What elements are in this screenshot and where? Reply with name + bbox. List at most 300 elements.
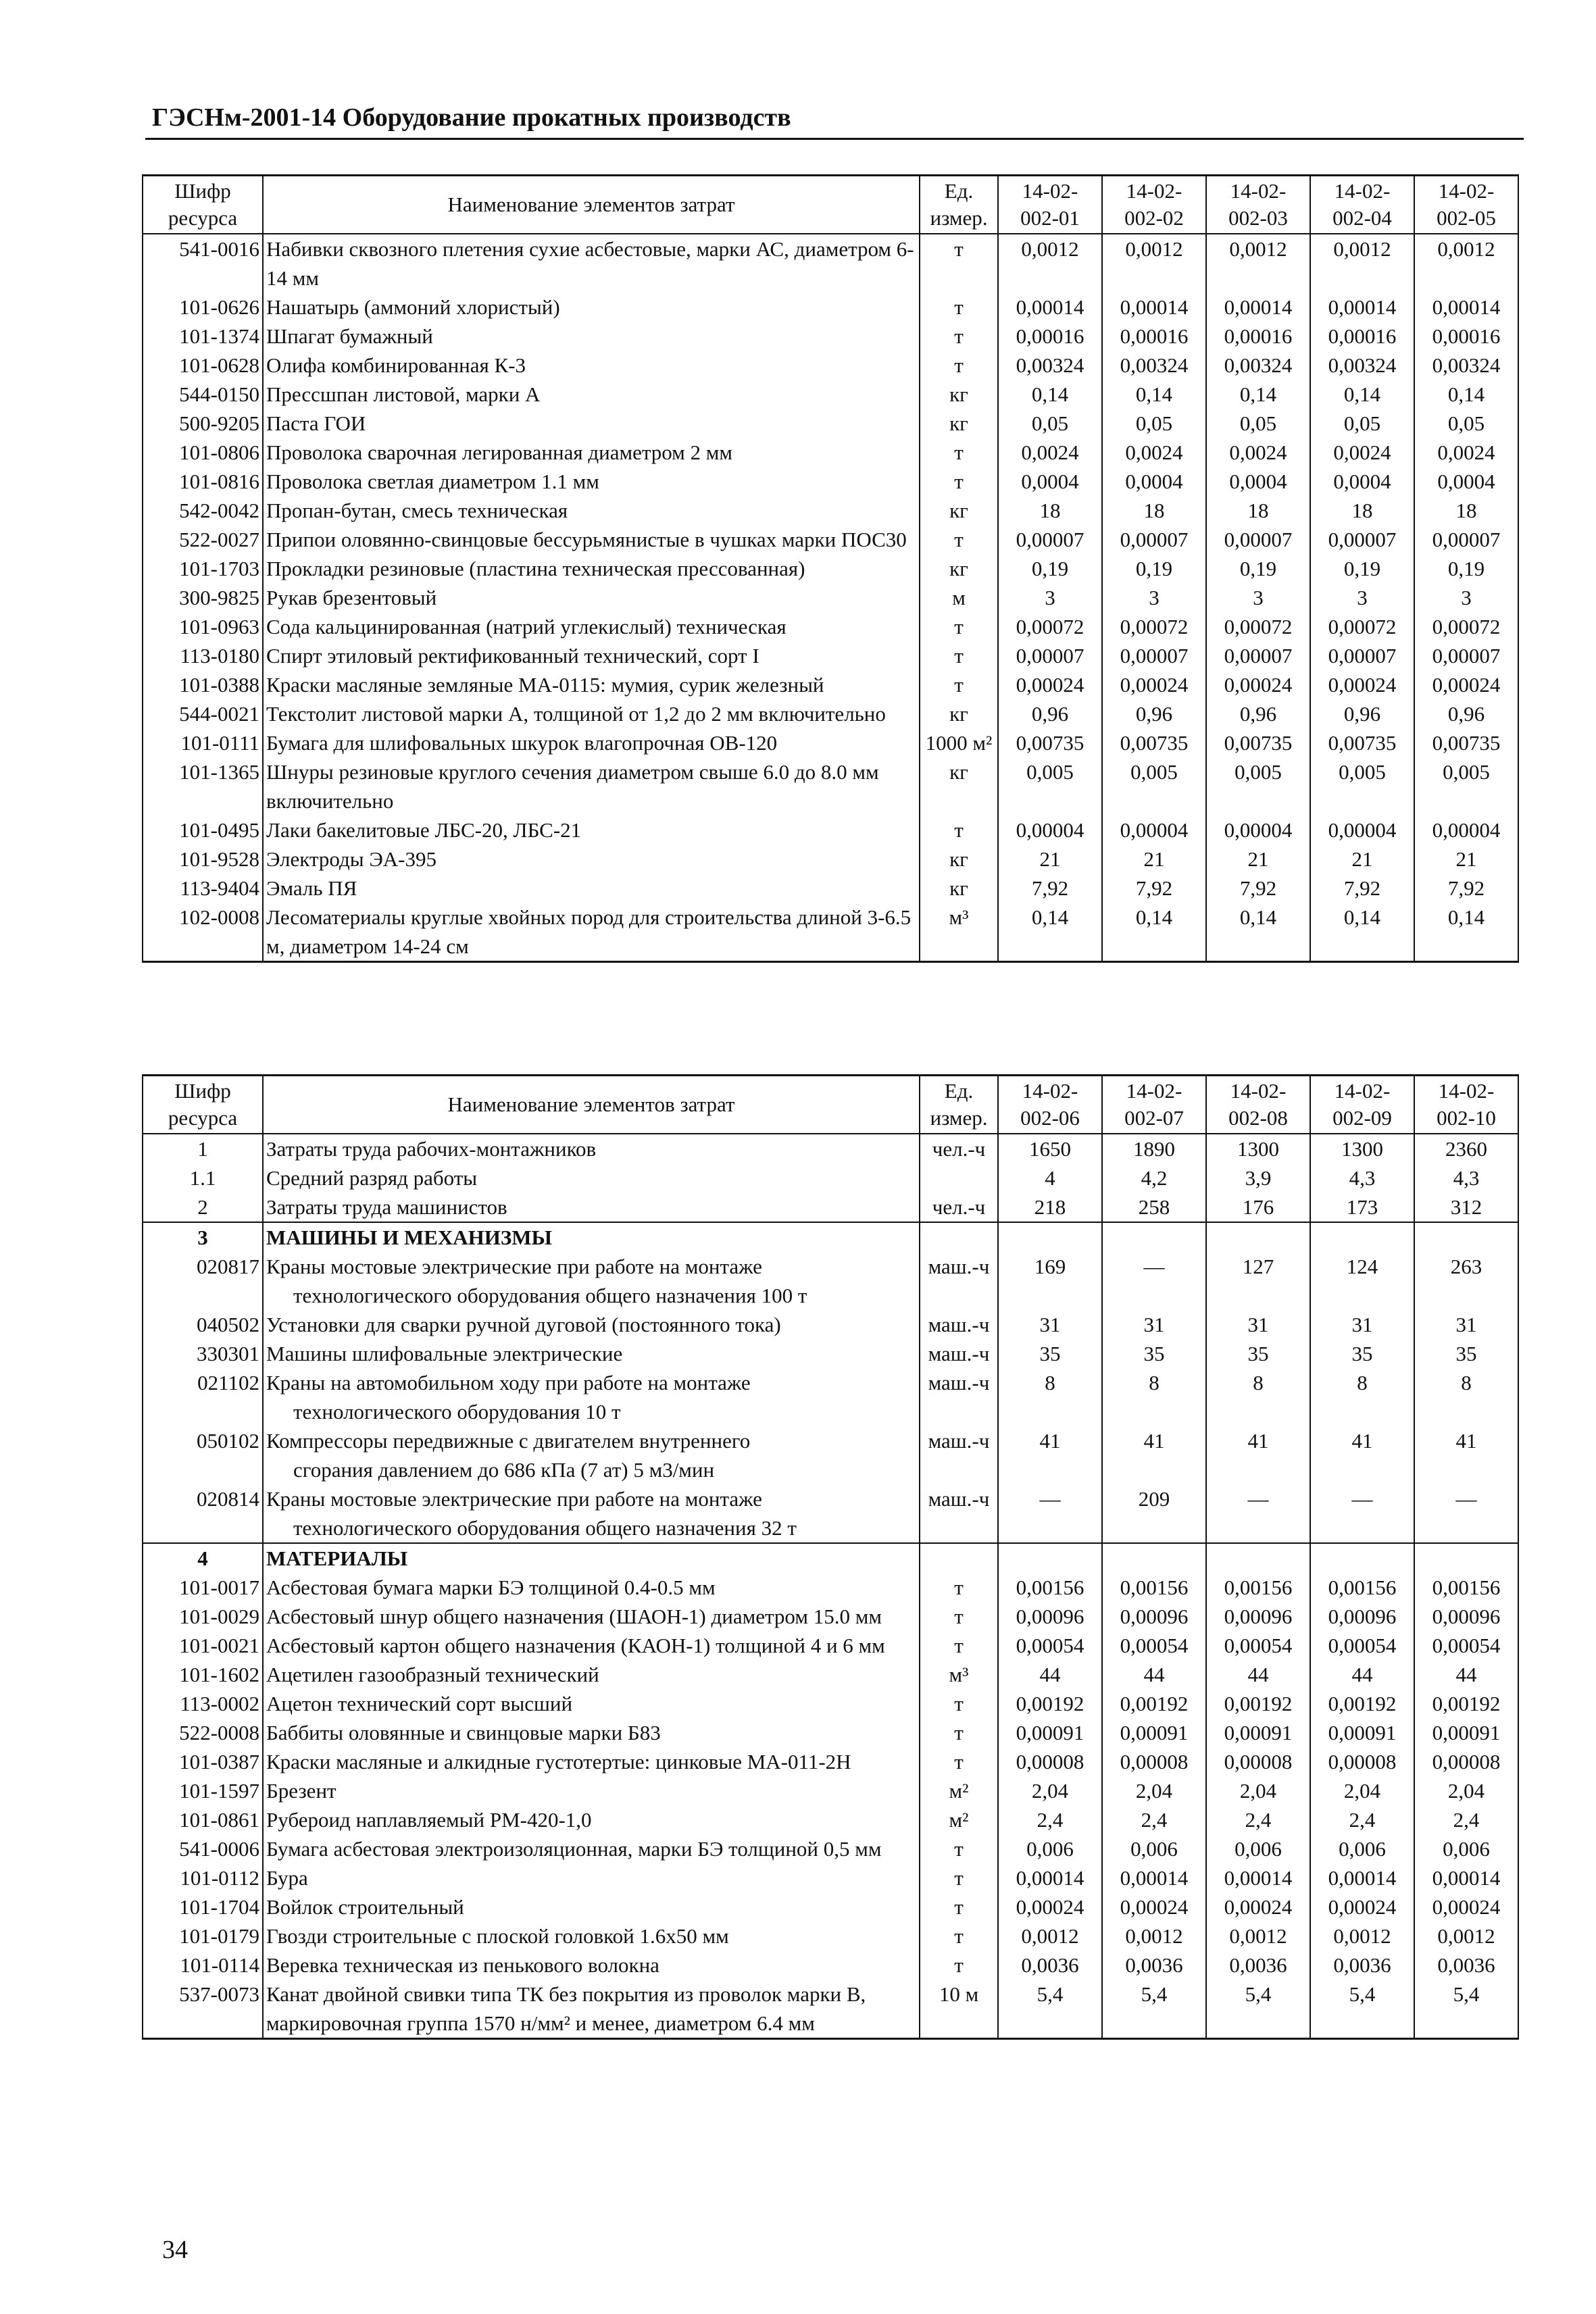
norm-value: 0,00054 (1206, 1631, 1310, 1660)
norm-value: 21 (1310, 845, 1414, 874)
norm-column-header: 14-02- 002-05 (1414, 176, 1518, 234)
section-row (143, 1543, 1518, 1573)
norm-value: 41 (1206, 1426, 1310, 1484)
norm-value: 0,0004 (1206, 467, 1310, 496)
resource-name (263, 467, 920, 496)
norm-value: 0,00008 (998, 1747, 1102, 1776)
norm-value: 0,0012 (1414, 234, 1518, 293)
norm-value: 0,00014 (1206, 293, 1310, 322)
table-row (143, 1834, 1518, 1863)
norm-value: 5,4 (1206, 1980, 1310, 2039)
norm-column-header: 14-02- 002-01 (998, 176, 1102, 234)
table-row (143, 641, 1518, 670)
table-body (143, 234, 1518, 962)
resource-code: 050102 (143, 1426, 263, 1484)
resource-name (263, 1863, 920, 1892)
section-row (143, 1222, 1518, 1252)
resource-name-text: МАТЕРИАЛЫ (266, 1546, 408, 1570)
norm-value: 0,0036 (998, 1951, 1102, 1980)
norm-value: 0,00024 (1310, 1892, 1414, 1921)
unit-of-measure: маш.-ч (920, 1426, 998, 1484)
norm-value: 0,0012 (1414, 1921, 1518, 1951)
unit-of-measure: 1000 м² (920, 728, 998, 757)
table-row (143, 1134, 1518, 1163)
resource-name (263, 1602, 920, 1631)
resource-code: 541-0016 (143, 234, 263, 293)
unit-of-measure: т (920, 641, 998, 670)
norm-value (1102, 1222, 1206, 1252)
resource-name-text: Средний разряд работы (266, 1166, 478, 1190)
resource-code: 101-0861 (143, 1805, 263, 1834)
unit-column-header: Ед. измер. (920, 1076, 998, 1134)
resource-name-text: Гвозди строительные с плоской головкой 1.6х50 мм (266, 1924, 729, 1948)
norm-value: 0,00007 (998, 641, 1102, 670)
norm-value: 0,00192 (1206, 1689, 1310, 1718)
norm-value: 0,0024 (1414, 438, 1518, 467)
resource-code: 101-0111 (143, 728, 263, 757)
resource-name-text: Пропан-бутан, смесь техническая (266, 499, 568, 522)
norm-value: 3 (1414, 583, 1518, 612)
resource-name (263, 322, 920, 351)
resource-name-text: Эмаль ПЯ (266, 876, 357, 900)
norm-value: 7,92 (1414, 874, 1518, 903)
resource-name (263, 1805, 920, 1834)
unit-of-measure: кг (920, 874, 998, 903)
norm-value: 44 (1310, 1660, 1414, 1689)
norm-value: 0,14 (1414, 380, 1518, 409)
table-body (143, 1134, 1518, 2039)
norm-value: 0,00735 (1102, 728, 1206, 757)
resource-name-text: Лаки бакелитовые ЛБС-20, ЛБС-21 (266, 818, 582, 842)
norm-value: 0,00072 (998, 612, 1102, 641)
norm-value: 263 (1414, 1252, 1518, 1310)
norm-value: 18 (1206, 496, 1310, 525)
resource-code: 101-1374 (143, 322, 263, 351)
norm-column-header: 14-02- 002-06 (998, 1076, 1102, 1134)
table-row (143, 525, 1518, 554)
resource-code: 101-1597 (143, 1776, 263, 1805)
norm-value: 44 (998, 1660, 1102, 1689)
norm-value: 0,00016 (1206, 322, 1310, 351)
resource-name-text: Нашатырь (аммоний хлористый) (266, 295, 560, 319)
norm-value: 0,0036 (1102, 1951, 1206, 1980)
norm-value: 0,05 (1206, 409, 1310, 438)
resource-name (263, 874, 920, 903)
resource-name (263, 1747, 920, 1776)
resource-code: 300-9825 (143, 583, 263, 612)
norm-value: 0,0004 (998, 467, 1102, 496)
norm-value: 0,00008 (1310, 1747, 1414, 1776)
norm-value: 0,0012 (1310, 234, 1414, 293)
resource-code: 101-0179 (143, 1921, 263, 1951)
norm-value: 0,00024 (1206, 670, 1310, 699)
norm-value: 0,00156 (1310, 1573, 1414, 1602)
resource-code: 101-0495 (143, 815, 263, 845)
resource-name (263, 1252, 920, 1310)
norm-value: 3 (1310, 583, 1414, 612)
resource-name-text: МАШИНЫ И МЕХАНИЗМЫ (266, 1226, 552, 1249)
unit-column-header: Ед. измер. (920, 176, 998, 234)
norm-value: 0,00324 (1102, 351, 1206, 380)
resource-name-text: Установки для сварки ручной дуговой (постоянного тока) (266, 1313, 781, 1336)
norm-value: 8 (1206, 1368, 1310, 1426)
resource-name (263, 1951, 920, 1980)
norm-value: 209 (1102, 1484, 1206, 1543)
table-row (143, 1602, 1518, 1631)
table-row (143, 380, 1518, 409)
norm-value: 0,00156 (1414, 1573, 1518, 1602)
norm-value: 44 (1414, 1660, 1518, 1689)
table-row (143, 874, 1518, 903)
norm-value (1310, 1543, 1414, 1573)
resource-code: 101-0626 (143, 293, 263, 322)
resource-code: 101-0388 (143, 670, 263, 699)
resource-code: 020817 (143, 1252, 263, 1310)
norm-value: 3 (998, 583, 1102, 612)
norm-value: 0,00735 (998, 728, 1102, 757)
norm-value: 0,00091 (1310, 1718, 1414, 1747)
resource-name (263, 1368, 920, 1426)
resource-name-text: Брезент (266, 1779, 336, 1803)
table-row (143, 1163, 1518, 1192)
resource-code: 040502 (143, 1310, 263, 1339)
norm-value: 0,00007 (1414, 525, 1518, 554)
unit-of-measure: т (920, 1747, 998, 1776)
resource-name-text: Проволока сварочная легированная диаметром 2 мм (266, 441, 733, 464)
norm-value: 31 (1414, 1310, 1518, 1339)
table-row (143, 554, 1518, 583)
resource-name-text: Олифа комбинированная К-3 (266, 353, 526, 377)
norm-value: 2,04 (998, 1776, 1102, 1805)
unit-of-measure: маш.-ч (920, 1368, 998, 1426)
norm-value: 35 (1102, 1339, 1206, 1368)
norm-value: 7,92 (998, 874, 1102, 903)
resource-name (263, 699, 920, 728)
norm-value: 35 (1414, 1339, 1518, 1368)
resource-name (263, 1192, 920, 1222)
resource-name (263, 1163, 920, 1192)
norm-value: 0,00156 (998, 1573, 1102, 1602)
resource-name (263, 554, 920, 583)
resource-name-text: Ацетон технический сорт высший (266, 1692, 573, 1715)
norm-value: 0,14 (1414, 903, 1518, 962)
norm-value: 0,00016 (1102, 322, 1206, 351)
resource-code: 4 (143, 1543, 263, 1573)
resource-name-text: Асбестовая бумага марки БЭ толщиной 0.4-0.5 мм (266, 1576, 716, 1599)
norm-value: 0,96 (1102, 699, 1206, 728)
norm-value: 0,14 (1310, 903, 1414, 962)
norm-value: 0,00007 (1102, 641, 1206, 670)
norm-value: 0,006 (1310, 1834, 1414, 1863)
table-row (143, 1252, 1518, 1310)
norm-value: — (998, 1484, 1102, 1543)
norm-value: 8 (1414, 1368, 1518, 1426)
norm-value: 0,00007 (998, 525, 1102, 554)
table-row (143, 409, 1518, 438)
resource-name (263, 728, 920, 757)
norm-value: 0,00192 (998, 1689, 1102, 1718)
norm-value: 0,00016 (1310, 322, 1414, 351)
table-row (143, 1718, 1518, 1747)
resource-code: 3 (143, 1222, 263, 1252)
resource-name-text: Набивки сквозного плетения сухие асбестовые, марки АС, диаметром 6-14 мм (266, 237, 914, 290)
table-row (143, 234, 1518, 293)
unit-of-measure: чел.-ч (920, 1134, 998, 1163)
norm-value: 0,00024 (1102, 1892, 1206, 1921)
norm-value: 18 (1414, 496, 1518, 525)
resource-name-continuation: сгорания давлением до 686 кПа (7 ат) 5 м3/мин (293, 1458, 715, 1482)
resource-code: 101-0017 (143, 1573, 263, 1602)
resource-code: 113-9404 (143, 874, 263, 903)
resource-code: 1.1 (143, 1163, 263, 1192)
norm-value: 0,00091 (1414, 1718, 1518, 1747)
resource-code: 1 (143, 1134, 263, 1163)
unit-of-measure: кг (920, 845, 998, 874)
resource-name (263, 438, 920, 467)
unit-of-measure: кг (920, 409, 998, 438)
norm-value: — (1310, 1484, 1414, 1543)
norm-value: 0,00014 (1310, 1863, 1414, 1892)
name-column-header: Наименование элементов затрат (263, 1076, 920, 1134)
norm-value: 0,14 (998, 903, 1102, 962)
table-row (143, 1660, 1518, 1689)
resource-name (263, 845, 920, 874)
resource-name (263, 1776, 920, 1805)
resource-name (263, 612, 920, 641)
resource-name (263, 1134, 920, 1163)
resource-code: 020814 (143, 1484, 263, 1543)
unit-of-measure: м² (920, 1776, 998, 1805)
table-row (143, 815, 1518, 845)
unit-of-measure: т (920, 815, 998, 845)
norm-value: 0,00324 (1414, 351, 1518, 380)
resource-code: 101-0114 (143, 1951, 263, 1980)
norm-value: 0,96 (1310, 699, 1414, 728)
unit-of-measure: т (920, 1718, 998, 1747)
norm-value: 0,19 (1414, 554, 1518, 583)
unit-of-measure: кг (920, 757, 998, 815)
table-row (143, 1863, 1518, 1892)
norm-value (1206, 1543, 1310, 1573)
norm-value: 5,4 (1102, 1980, 1206, 2039)
norm-value: 31 (1206, 1310, 1310, 1339)
norm-value: 0,19 (1206, 554, 1310, 583)
norm-value: 21 (1206, 845, 1310, 874)
norm-value: 0,19 (1310, 554, 1414, 583)
table-row (143, 1573, 1518, 1602)
resource-code: 101-0112 (143, 1863, 263, 1892)
unit-of-measure: т (920, 351, 998, 380)
resource-name-text: Затраты труда рабочих-монтажников (266, 1137, 597, 1161)
resource-name-text: Затраты труда машинистов (266, 1195, 507, 1219)
norm-value: 0,0012 (998, 1921, 1102, 1951)
resource-code: 101-0628 (143, 351, 263, 380)
resource-name-text: Электроды ЭА-395 (266, 847, 437, 871)
norm-value: 0,00054 (1414, 1631, 1518, 1660)
norm-value: 0,00024 (1206, 1892, 1310, 1921)
table-row (143, 438, 1518, 467)
norm-value: 1650 (998, 1134, 1102, 1163)
norm-column-header: 14-02- 002-02 (1102, 176, 1206, 234)
resource-code: 2 (143, 1192, 263, 1222)
norm-value: 0,00054 (1102, 1631, 1206, 1660)
resource-name-text: Краны мостовые электрические при работе на монтаже (266, 1487, 762, 1511)
norm-value: 0,00096 (998, 1602, 1102, 1631)
resource-name-text: Шпагат бумажный (266, 324, 433, 348)
resource-name (263, 1834, 920, 1863)
unit-of-measure: т (920, 322, 998, 351)
unit-of-measure: маш.-ч (920, 1339, 998, 1368)
unit-of-measure: кг (920, 699, 998, 728)
norm-value: 0,00004 (1102, 815, 1206, 845)
resource-name-continuation: технологического оборудования общего назначения 100 т (293, 1284, 807, 1307)
table-header-row (143, 176, 1518, 234)
norm-value: 3,9 (1206, 1163, 1310, 1192)
norm-value: 0,005 (998, 757, 1102, 815)
unit-of-measure (920, 1543, 998, 1573)
resource-name (263, 903, 920, 962)
norm-value: 0,00004 (1206, 815, 1310, 845)
norm-value: 0,006 (1102, 1834, 1206, 1863)
norm-value: 0,00007 (1206, 641, 1310, 670)
norm-value: 0,00014 (998, 293, 1102, 322)
norm-value (998, 1543, 1102, 1573)
norm-value: 0,00096 (1310, 1602, 1414, 1631)
norm-value: 5,4 (998, 1980, 1102, 2039)
resource-code: 542-0042 (143, 496, 263, 525)
norm-value: 176 (1206, 1192, 1310, 1222)
norm-value: 0,006 (1206, 1834, 1310, 1863)
resource-name (263, 380, 920, 409)
norm-value: 4,2 (1102, 1163, 1206, 1192)
table-row (143, 1426, 1518, 1484)
norm-value: 0,05 (998, 409, 1102, 438)
norm-value: 1890 (1102, 1134, 1206, 1163)
resource-name-text: Канат двойной свивки типа ТК без покрытия из проволок марки В, маркировочная группа 1570 н/мм² и менее, диаметром 6.4 мм (266, 1982, 866, 2035)
unit-of-measure: т (920, 467, 998, 496)
norm-value: 0,0004 (1414, 467, 1518, 496)
resource-code: 101-0021 (143, 1631, 263, 1660)
unit-of-measure: т (920, 1689, 998, 1718)
norm-value: 0,006 (1414, 1834, 1518, 1863)
norm-value: 173 (1310, 1192, 1414, 1222)
norm-value: 21 (1414, 845, 1518, 874)
norm-value: 0,00014 (1102, 293, 1206, 322)
unit-of-measure: т (920, 525, 998, 554)
norm-value: 0,00014 (1102, 1863, 1206, 1892)
norm-column-header: 14-02- 002-10 (1414, 1076, 1518, 1134)
resource-code: 101-1703 (143, 554, 263, 583)
norm-value: 0,00024 (1310, 670, 1414, 699)
norm-value: 2,4 (1414, 1805, 1518, 1834)
norm-value: 8 (1310, 1368, 1414, 1426)
norm-value: 0,00014 (998, 1863, 1102, 1892)
norm-column-header: 14-02- 002-07 (1102, 1076, 1206, 1134)
resource-code: 101-0963 (143, 612, 263, 641)
resource-code: 113-0002 (143, 1689, 263, 1718)
norm-value: 0,96 (998, 699, 1102, 728)
norm-value: 0,00024 (998, 670, 1102, 699)
resource-name-text: Компрессоры передвижные с двигателем внутреннего (266, 1429, 751, 1453)
resource-name (263, 1892, 920, 1921)
norm-value: 7,92 (1310, 874, 1414, 903)
norm-value: 0,00072 (1310, 612, 1414, 641)
norm-value: 0,0012 (1206, 234, 1310, 293)
norm-value: 0,00091 (998, 1718, 1102, 1747)
table-row (143, 903, 1518, 962)
norm-value: 21 (998, 845, 1102, 874)
norm-value: 0,00016 (1414, 322, 1518, 351)
resource-name (263, 1573, 920, 1602)
resource-name-text: Баббиты оловянные и свинцовые марки Б83 (266, 1721, 661, 1744)
norm-value: 44 (1102, 1660, 1206, 1689)
norm-value: 0,00054 (998, 1631, 1102, 1660)
unit-of-measure: т (920, 1951, 998, 1980)
resource-name-text: Прессшпан листовой, марки А (266, 382, 541, 406)
norm-column-header: 14-02- 002-09 (1310, 1076, 1414, 1134)
table-row (143, 1951, 1518, 1980)
resource-name-continuation: технологического оборудования общего назначения 32 т (293, 1516, 797, 1540)
norm-value: 0,00008 (1414, 1747, 1518, 1776)
resource-code: 544-0021 (143, 699, 263, 728)
norm-value: 31 (998, 1310, 1102, 1339)
unit-of-measure: кг (920, 496, 998, 525)
norm-value: 0,19 (1102, 554, 1206, 583)
resource-name (263, 1543, 920, 1573)
norm-value: 1300 (1206, 1134, 1310, 1163)
resource-name-text: Веревка техническая из пенькового волокна (266, 1953, 659, 1977)
resource-code: 101-0387 (143, 1747, 263, 1776)
norm-value: 218 (998, 1192, 1102, 1222)
resource-code: 113-0180 (143, 641, 263, 670)
table-row (143, 757, 1518, 815)
resource-name-text: Шнуры резиновые круглого сечения диаметром свыше 6.0 до 8.0 мм включительно (266, 760, 879, 813)
norm-value: 0,00024 (998, 1892, 1102, 1921)
resource-name (263, 496, 920, 525)
norm-value: 0,005 (1414, 757, 1518, 815)
norm-value: 0,00735 (1414, 728, 1518, 757)
norm-value: 0,00008 (1206, 1747, 1310, 1776)
norm-value: 2,4 (998, 1805, 1102, 1834)
unit-of-measure: маш.-ч (920, 1310, 998, 1339)
norm-value: 21 (1102, 845, 1206, 874)
unit-of-measure: т (920, 670, 998, 699)
norm-value: 2,04 (1310, 1776, 1414, 1805)
norm-value: 31 (1310, 1310, 1414, 1339)
norm-value: 0,00324 (998, 351, 1102, 380)
norm-value: 0,0012 (1206, 1921, 1310, 1951)
table-row (143, 351, 1518, 380)
resource-name (263, 1660, 920, 1689)
resource-name-text: Рукав брезентовый (266, 586, 437, 609)
resource-name (263, 409, 920, 438)
unit-of-measure: чел.-ч (920, 1192, 998, 1222)
resource-code: 021102 (143, 1368, 263, 1426)
norm-value: 8 (1102, 1368, 1206, 1426)
resource-name (263, 1222, 920, 1252)
norm-value (998, 1222, 1102, 1252)
norm-value: 0,00192 (1310, 1689, 1414, 1718)
norm-value: 0,00004 (998, 815, 1102, 845)
norm-value: 0,005 (1206, 757, 1310, 815)
norm-value: 3 (1206, 583, 1310, 612)
table-row (143, 1368, 1518, 1426)
table-header-row (143, 1076, 1518, 1134)
norm-value: 0,0012 (998, 234, 1102, 293)
norm-value: 0,00007 (1206, 525, 1310, 554)
code-column-header: Шифр ресурса (143, 176, 263, 234)
page-header-title: ГЭСНм-2001-14 Оборудование прокатных производств (152, 103, 791, 132)
